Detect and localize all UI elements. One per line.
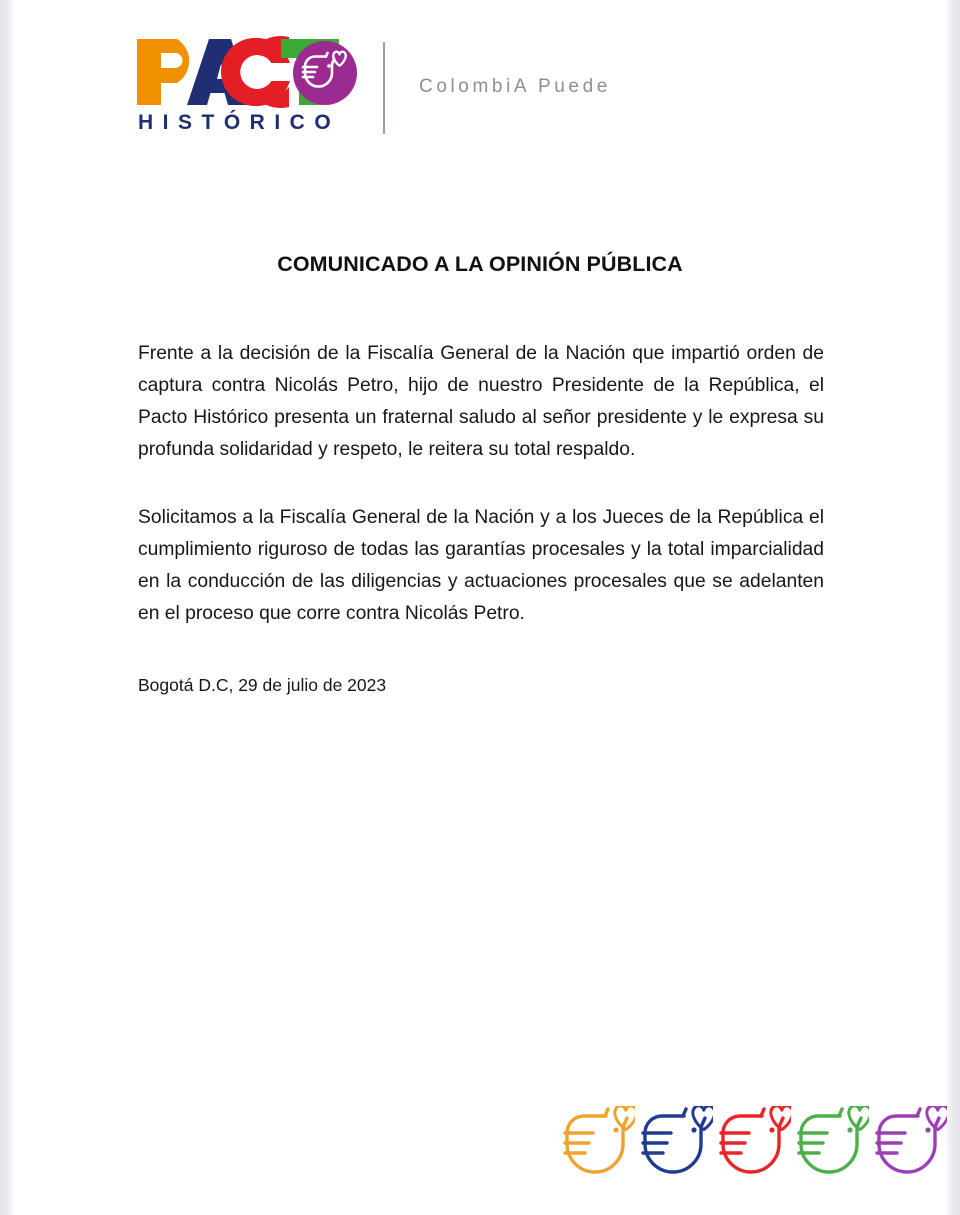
header-tagline: ColombiA Puede — [419, 76, 611, 97]
dateline: Bogotá D.C, 29 de julio de 2023 — [138, 675, 387, 695]
document-header — [135, 34, 611, 146]
paragraph-1: Frente a la decisión de la Fiscalía General de la Nación que impartió orden de captura contra Nicolás Petro, hijo de nuestro Presidente de la República, el Pacto Histórico presenta un fraternal saludo al señor presidente y le expresa su profunda solidaridad y respeto, le reitera su total respaldo. — [138, 343, 824, 460]
dove-green-icon — [797, 1106, 869, 1182]
footer-dove-row — [563, 1106, 947, 1182]
document-body — [138, 338, 824, 698]
document-title: COMUNICADO A LA OPINIÓN PÚBLICA — [277, 252, 683, 276]
dove-orange-icon — [563, 1106, 635, 1182]
dove-purple-icon — [875, 1106, 947, 1182]
pacto-wordmark — [135, 35, 357, 109]
dove-red-icon — [719, 1106, 791, 1182]
logo-subtitle: HISTÓRICO — [138, 111, 341, 134]
logo-letter-o — [293, 41, 357, 105]
logo-letter-p — [137, 39, 189, 105]
pacto-historico-logo — [135, 35, 357, 145]
paragraph-2: Solicitamos a la Fiscalía General de la Nación y a los Jueces de la República el cumplimiento riguroso de todas las garantías procesales y la total imparcialidad en la conducción de las diligencias y actuaciones procesales que se adelanten en el proceso que corre contra Nicolás Petro. — [138, 507, 824, 624]
document-sheet — [15, 0, 945, 1215]
dove-blue-icon — [641, 1106, 713, 1182]
header-divider — [383, 42, 385, 134]
